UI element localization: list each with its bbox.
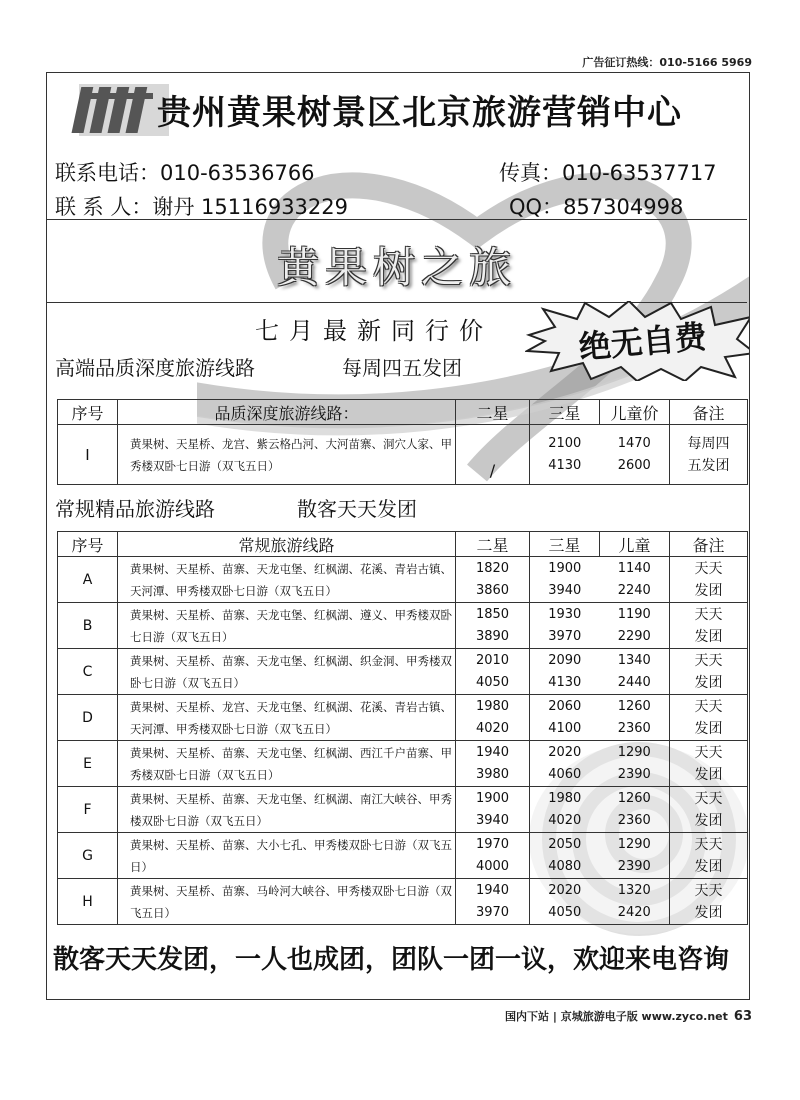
two-star-price: 1980 4020 [456,695,530,741]
route-description: 黄果树、天星桥、苗寨、天龙屯堡、红枫湖、花溪、青岩古镇、天河潭、甲秀楼双卧七日游（双飞五日） [118,557,456,603]
route-description: 黄果树、天星桥、苗寨、天龙屯堡、红枫湖、南江大峡谷、甲秀楼双卧七日游（双飞五日） [118,787,456,833]
three-star-price: 1930 3970 [530,603,600,649]
premium-route-table [57,399,748,485]
contact-person: 谢丹 15116933229 [152,195,349,219]
three-star-price: 1980 4020 [530,787,600,833]
schedule-note: 每周四 五发团 [670,425,748,485]
route-description: 黄果树、天星桥、苗寨、天龙屯堡、红枫湖、西江千户苗寨、甲秀楼双卧七日游（双飞五日） [118,741,456,787]
three-star-price: 2020 4050 [530,879,600,925]
three-star-price: 2060 4100 [530,695,600,741]
premium-route-label: 高端品质深度旅游线路 [55,356,255,380]
regular-table-header [58,532,748,557]
two-star-price: 1940 3970 [456,879,530,925]
two-star-price: 1820 3860 [456,557,530,603]
schedule-note: 天天 发团 [670,557,748,603]
price-subtitle: 七月最新同行价 [255,317,493,345]
two-star-price: 1940 3980 [456,741,530,787]
route-description: 黄果树、天星桥、龙宫、紫云格凸河、大河苗寨、洞穴人家、甲秀楼双卧七日游（双飞五日） [118,425,456,485]
header-cell: 序号 [58,532,118,557]
contact-label: 联 系 人： [55,195,153,219]
page-number: 63 [733,1009,752,1024]
table-row [58,879,748,925]
three-star-price: 2020 4060 [530,741,600,787]
schedule-note: 天天 发团 [670,741,748,787]
header-cell: 常规旅游线路 [118,532,456,557]
route-description: 黄果树、天星桥、苗寨、大小七孔、甲秀楼双卧七日游（双飞五日） [118,833,456,879]
child-price: 1290 2390 [600,833,670,879]
phone-label: 联系电话： [55,161,160,185]
two-star-price: 1900 3940 [456,787,530,833]
phone-line [55,157,315,187]
two-star-price: / [456,425,530,485]
two-star-price: 2010 4050 [456,649,530,695]
table-row [58,787,748,833]
fax-label: 传真： [499,161,562,185]
header-cell: 序号 [58,400,118,425]
footer-text: 国内下站 | 京城旅游电子版 www.zyco.net [505,1010,728,1023]
footer-slogan: 散客天天发团，一人也成团，团队一团一议，欢迎来电咨询 [53,945,730,975]
fax-number: 010-63537717 [562,161,717,185]
table-row [58,695,748,741]
route-description: 黄果树、天星桥、龙宫、天龙屯堡、红枫湖、花溪、青岩古镇、天河潭、甲秀楼双卧七日游（双飞五日） [118,695,456,741]
regular-route-label: 常规精品旅游线路 [55,497,215,521]
child-price: 1140 2240 [600,557,670,603]
regular-route-table [57,531,748,925]
table-row [58,425,748,485]
schedule-note: 天天 发团 [670,649,748,695]
two-star-price: 1850 3890 [456,603,530,649]
route-description: 黄果树、天星桥、苗寨、天龙屯堡、红枫湖、织金洞、甲秀楼双卧七日游（双飞五日） [118,649,456,695]
organization-title: 贵州黄果树景区北京旅游营销中心 [157,93,682,133]
header-cell: 备注 [670,400,748,425]
child-price: 1290 2390 [600,741,670,787]
route-id: F [58,787,118,833]
header-cell: 儿童 [600,532,670,557]
header-cell: 三星 [530,532,600,557]
route-id: G [58,833,118,879]
header-cell: 二星 [456,400,530,425]
schedule-note: 天天 发团 [670,695,748,741]
route-id: A [58,557,118,603]
phone-number: 010-63536766 [160,161,315,185]
qq-line [509,191,683,221]
header-cell: 备注 [670,532,748,557]
qq-label: QQ： [509,195,564,219]
schedule-note: 天天 发团 [670,603,748,649]
route-description: 黄果树、天星桥、苗寨、马岭河大峡谷、甲秀楼双卧七日游（双飞五日） [118,879,456,925]
child-price: 1260 2360 [600,787,670,833]
route-description: 黄果树、天星桥、苗寨、天龙屯堡、红枫湖、遵义、甲秀楼双卧七日游（双飞五日） [118,603,456,649]
route-id: C [58,649,118,695]
regular-schedule: 散客天天发团 [297,497,417,521]
header-cell: 品质深度旅游线路： [118,400,456,425]
header-cell: 三星 [530,400,600,425]
route-id: E [58,741,118,787]
three-star-price: 2100 4130 [530,425,600,485]
contact-line [55,191,348,221]
no-extra-fee-badge [525,301,750,381]
child-price: 1190 2290 [600,603,670,649]
child-price: 1320 2420 [600,879,670,925]
header-cell: 儿童价 [600,400,670,425]
child-price: 1260 2360 [600,695,670,741]
premium-table-header [58,400,748,425]
ad-hotline: 广告征订热线：010-5166 5969 [582,56,752,69]
page-footer [505,1008,752,1024]
header-cell: 二星 [456,532,530,557]
three-star-price: 2090 4130 [530,649,600,695]
advertisement-frame [46,72,750,1000]
route-id: B [58,603,118,649]
badge-text: 绝无自费 [577,317,709,367]
table-row [58,557,748,603]
route-id: H [58,879,118,925]
three-star-price: 1900 3940 [530,557,600,603]
qq-number: 857304998 [563,195,684,219]
schedule-note: 天天 发团 [670,833,748,879]
table-row [58,649,748,695]
premium-schedule: 每周四五发团 [342,356,462,380]
table-row [58,833,748,879]
schedule-note: 天天 发团 [670,787,748,833]
route-id: D [58,695,118,741]
header-divider [47,219,747,220]
table-row [58,741,748,787]
fax-line [499,157,717,187]
child-price: 1340 2440 [600,649,670,695]
two-star-price: 1970 4000 [456,833,530,879]
schedule-note: 天天 发团 [670,879,748,925]
three-star-price: 2050 4080 [530,833,600,879]
tour-title: 黄果树之旅 [276,243,517,292]
child-price: 1470 2600 [600,425,670,485]
route-id: I [58,425,118,485]
company-logo [69,79,169,139]
table-row [58,603,748,649]
